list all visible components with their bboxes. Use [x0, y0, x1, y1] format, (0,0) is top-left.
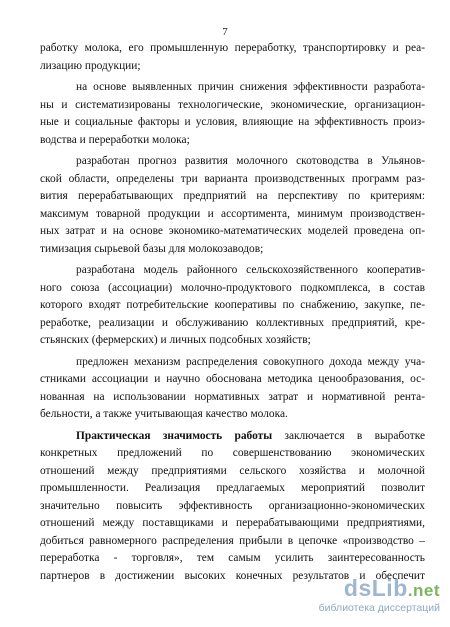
text-line: бельности, а также учитывающая качество молока.: [40, 408, 288, 420]
text-line: разработана модель районного сельскохозяйственного кооператив-: [76, 264, 425, 276]
text-line: значительно повысить эффективность организационно-экономических: [40, 499, 425, 512]
watermark-logo: [344, 575, 440, 602]
text-line: разработан прогноз развития молочного скотоводства в Ульянов-: [76, 155, 425, 167]
text-line: стьянских (фермерских) и личных подсобных хозяйств;: [40, 334, 311, 346]
watermark-logo-tail: .net: [407, 581, 440, 600]
text-line: ской области, определены три варианта производственных программ раз-: [40, 172, 425, 185]
text-line: нованная на использовании нормативных затрат и нормативной рента-: [40, 390, 425, 403]
text-line: вития перерабатывающих предприятий на перспективу по критериям:: [40, 190, 425, 202]
text-line: водства и переработки молока;: [40, 133, 190, 146]
text-line: ного союза (ассоциации) молочно-продуктового подкомплекса, в состав: [40, 281, 425, 294]
page-number: 7: [222, 26, 228, 38]
watermark-caption: библиотека диссертаций: [318, 602, 440, 614]
text-line: максимум товарной продукции и ассортимента, минимум производствен-: [40, 207, 425, 220]
watermark-logo-main: dsLib: [343, 575, 408, 601]
text-line: стниками ассоциации и научно обоснована методика ценообразования, ос-: [40, 373, 425, 385]
text-line: лизацию продукции;: [40, 59, 141, 72]
text-line: на основе выявленных причин снижения эффективности разработа-: [76, 81, 425, 93]
text-fragment: заключается в выработке: [284, 429, 425, 442]
text-line: переработка - торговля», тем самым усилить заинтересованность: [40, 552, 425, 564]
text-line: ные и социальные факторы и условия, влияющие на эффективность произ-: [40, 116, 425, 128]
text-line: промышленности. Реализация предлагаемых мероприятий позволит: [40, 482, 425, 494]
text-line: предложен механизм распределения совокупного дохода между уча-: [76, 355, 425, 368]
document-body: [40, 40, 425, 585]
text-line: ных затрат и на основе экономико-математических моделей проведена оп-: [40, 225, 425, 237]
dslib-watermark: [318, 575, 440, 619]
text-line: работку молока, его промышленную переработку, транспортировку и реа-: [40, 42, 425, 54]
text-line: отношений между предприятиями сельского хозяйства и молочной: [40, 464, 425, 477]
text-line: тимизация сырьевой базы для молокозаводов;: [40, 242, 264, 255]
text-line: партнеров в достижении высоких конечных результатов и обеспечит: [40, 569, 425, 582]
text-line: которого входят потребительские кооперативы по снабжению, закупке, пе-: [40, 299, 425, 311]
section-heading: Практическая значимость работы: [76, 429, 273, 442]
text-line: [40, 428, 425, 446]
text-line: добиться равномерного распределения прибыли в цепочке «производство –: [40, 534, 425, 547]
text-line: отношений между поставщиками и перерабатывающими предприятиями,: [40, 517, 425, 529]
text-line: реработке, реализации и обслуживанию коллективных предприятий, кре-: [40, 316, 425, 329]
text-line: ны и систематизированы технологические, экономические, организацион-: [40, 98, 425, 111]
text-line: конкретных предложений по совершенствованию экономических: [40, 447, 425, 459]
